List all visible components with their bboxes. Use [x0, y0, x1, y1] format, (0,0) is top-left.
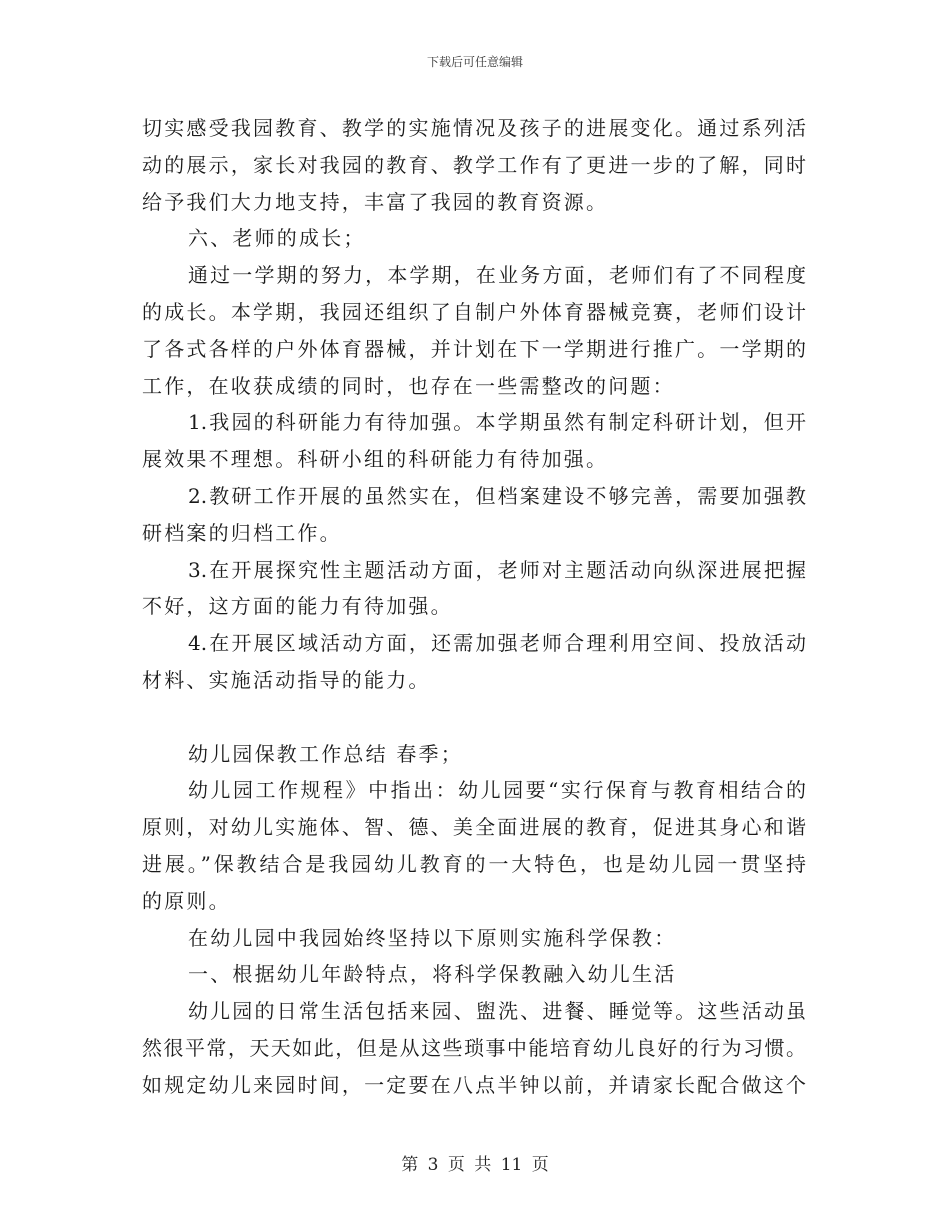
body-text	[142, 110, 806, 1104]
text-line: 在幼儿园中我园始终坚持以下原则实施科学保教：	[188, 925, 677, 950]
section-title: 幼儿园保教工作总结 春季；	[188, 741, 463, 766]
section-heading: 一、根据幼儿年龄特点，将科学保教融入幼儿生活	[188, 962, 677, 987]
text-line: 的成长。本学期，我园还组织了自制户外体育器械竞赛，老师们设计	[142, 299, 806, 324]
text-line: 的原则。	[142, 888, 231, 913]
list-item: 2.教研工作开展的虽然实在，但档案建设不够完善，需要加强教	[188, 483, 806, 508]
text-line: 进展。”保教结合是我园幼儿教育的一大特色，也是幼儿园一贯坚持	[142, 851, 806, 876]
text-line: 给予我们大力地支持，丰富了我园的教育资源。	[142, 189, 609, 214]
section-heading: 六、老师的成长；	[188, 226, 366, 251]
text-line: 幼儿园工作规程》中指出：幼儿园要“实行保育与教育相结合的	[188, 778, 806, 803]
text-line: 通过一学期的努力，本学期，在业务方面，老师们有了不同程度	[188, 263, 806, 288]
running-header: 下载后可任意编辑	[426, 55, 523, 69]
text-line: 动的展示，家长对我园的教育、教学工作有了更进一步的了解，同时	[142, 152, 806, 177]
text-line: 研档案的归档工作。	[142, 520, 342, 545]
list-item: 4.在开展区域活动方面，还需加强老师合理利用空间、投放活动	[188, 631, 806, 656]
text-line: 了各式各样的户外体育器械，并计划在下一学期进行推广。一学期的	[142, 336, 806, 361]
list-item: 1.我园的科研能力有待加强。本学期虽然有制定科研计划，但开	[188, 410, 806, 435]
page-number: 第 3 页 共 11 页	[401, 1155, 549, 1175]
text-line: 原则，对幼儿实施体、智、德、美全面进展的教育，促进其身心和谐	[142, 815, 806, 840]
text-line: 展效果不理想。科研小组的科研能力有待加强。	[142, 447, 609, 472]
text-line: 工作，在收获成绩的同时，也存在一些需整改的问题：	[142, 373, 675, 398]
text-line: 不好，这方面的能力有待加强。	[142, 594, 453, 619]
text-line: 然很平常，天天如此，但是从这些琐事中能培育幼儿良好的行为习惯。	[142, 1035, 806, 1060]
text-line: 幼儿园的日常生活包括来园、盥洗、进餐、睡觉等。这些活动虽	[188, 999, 806, 1024]
text-line: 材料、实施活动指导的能力。	[142, 667, 431, 692]
text-line: 切实感受我园教育、教学的实施情况及孩子的进展变化。通过系列活	[142, 116, 806, 140]
blank-line	[142, 699, 806, 736]
text-line: 如规定幼儿来园时间，一定要在八点半钟以前，并请家长配合做这个	[142, 1072, 806, 1097]
list-item: 3.在开展探究性主题活动方面，老师对主题活动向纵深进展把握	[188, 557, 806, 582]
